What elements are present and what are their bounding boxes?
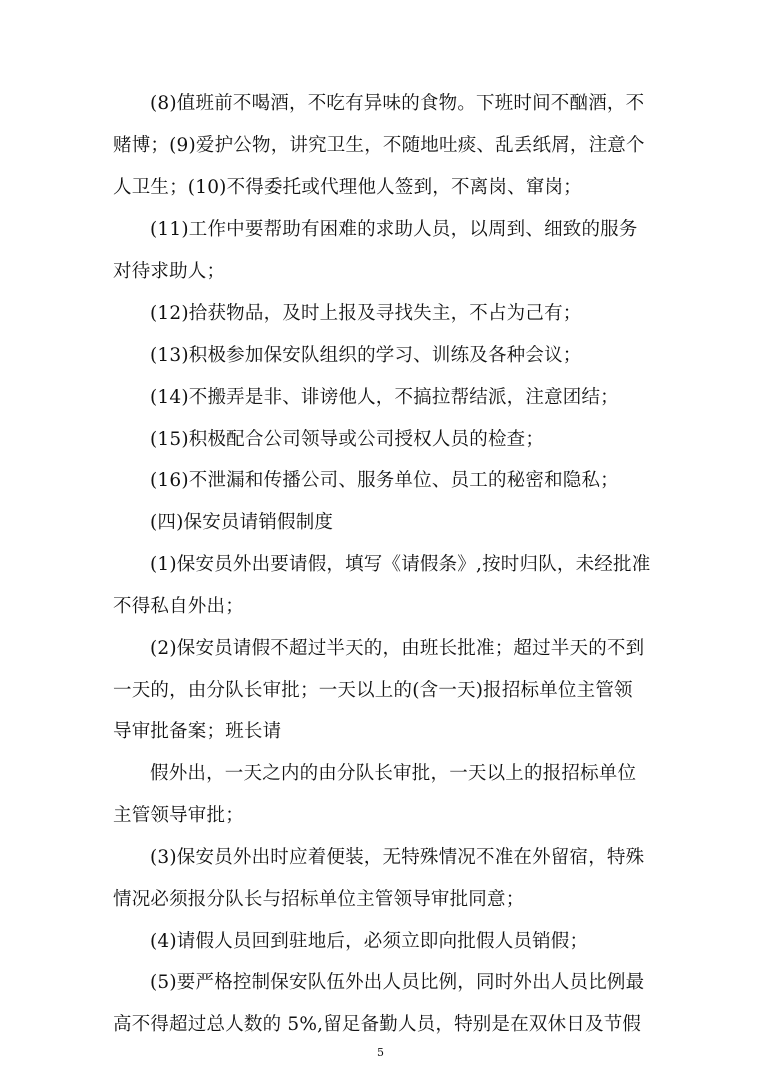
text-line: 高不得超过总人数的 5%,留足备勤人员，特别是在双休日及节假: [113, 1014, 642, 1035]
text-line: 假外出，一天之内的由分队长审批，一天以上的报招标单位: [150, 763, 637, 784]
text-line: 导审批备案；班长请: [113, 721, 282, 742]
text-line: (2)保安员请假不超过半天的，由班长批准；超过半天的不到: [150, 638, 645, 659]
text-line: 主管领导审批；: [113, 805, 244, 826]
text-line: (1)保安员外出要请假，填写《请假条》,按时归队，未经批准: [150, 554, 651, 575]
text-line: (3)保安员外出时应着便装，无特殊情况不准在外留宿，特殊: [150, 847, 645, 868]
text-line: (13)积极参加保安队组织的学习、训练及各种会议；: [150, 345, 582, 366]
text-line: (5)要严格控制保安队伍外出人员比例，同时外出人员比例最: [150, 972, 645, 993]
text-line: (15)积极配合公司领导或公司授权人员的检查；: [150, 429, 545, 450]
text-line: (8)值班前不喝酒，不吃有异味的食物。下班时间不酗酒，不: [150, 93, 645, 114]
page-number: 5: [377, 1046, 384, 1059]
text-line: 人卫生；(10)不得委托或代理他人签到，不离岗、窜岗；: [113, 177, 582, 198]
text-line: 情况必须报分队长与招标单位主管领导审批同意；: [113, 889, 525, 910]
text-line: 不得私自外出；: [113, 596, 244, 617]
section-heading: (四)保安员请销假制度: [150, 512, 334, 533]
text-line: (16)不泄漏和传播公司、服务单位、员工的秘密和隐私；: [150, 470, 619, 491]
text-line: 对待求助人；: [113, 261, 226, 282]
text-line: 赌博；(9)爱护公物，讲究卫生，不随地吐痰、乱丢纸屑，注意个: [113, 135, 645, 156]
text-line: (4)请假人员回到驻地后，必须立即向批假人员销假；: [150, 931, 589, 952]
text-line: (12)拾获物品，及时上报及寻找失主，不占为己有；: [150, 303, 582, 324]
text-line: 一天的，由分队长审批；一天以上的(含一天)报招标单位主管领: [113, 680, 633, 701]
text-line: (14)不搬弄是非、诽谤他人，不搞拉帮结派，注意团结；: [150, 387, 619, 408]
text-line: (11)工作中要帮助有困难的求助人员，以周到、细致的服务: [150, 219, 638, 240]
